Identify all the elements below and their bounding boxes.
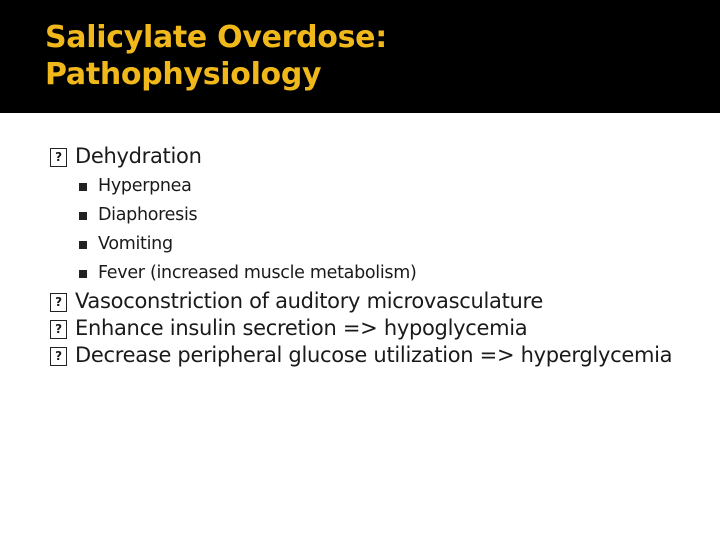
bullet-text: Dehydration: [75, 144, 202, 168]
sub-bullet-item: [50, 201, 690, 230]
bullet-item: [50, 315, 690, 342]
slide-content: [50, 143, 690, 369]
sub-bullet-text: Vomiting: [98, 234, 173, 254]
sub-bullet-item: [50, 259, 690, 288]
slide-title-line-1: Salicylate Overdose:: [45, 20, 387, 55]
bullet-text: Enhance insulin secretion => hypoglycemia: [75, 316, 528, 340]
missing-glyph-bullet-icon: ?: [50, 293, 67, 312]
square-bullet-icon: [79, 183, 87, 191]
missing-glyph-bullet-icon: ?: [50, 320, 67, 339]
slide-title-line-2: Pathophysiology: [45, 57, 322, 92]
sub-bullet-text: Hyperpnea: [98, 176, 192, 196]
bullet-item: [50, 143, 690, 170]
sub-bullet-item: [50, 172, 690, 201]
bullet-item: [50, 288, 690, 315]
sub-bullet-text: Diaphoresis: [98, 205, 198, 225]
bullet-text: Vasoconstriction of auditory microvasculature: [75, 289, 544, 313]
sub-bullet-item: [50, 230, 690, 259]
bullet-text: Decrease peripheral glucose utilization => hyperglycemia: [75, 343, 673, 367]
slide-title: [45, 19, 387, 93]
bullet-item: [50, 342, 690, 369]
missing-glyph-bullet-icon: ?: [50, 148, 67, 167]
title-bar: [0, 0, 720, 113]
square-bullet-icon: [79, 270, 87, 278]
missing-glyph-bullet-icon: ?: [50, 347, 67, 366]
sub-bullet-text: Fever (increased muscle metabolism): [98, 263, 417, 283]
square-bullet-icon: [79, 241, 87, 249]
sub-bullet-list: [50, 172, 690, 288]
square-bullet-icon: [79, 212, 87, 220]
